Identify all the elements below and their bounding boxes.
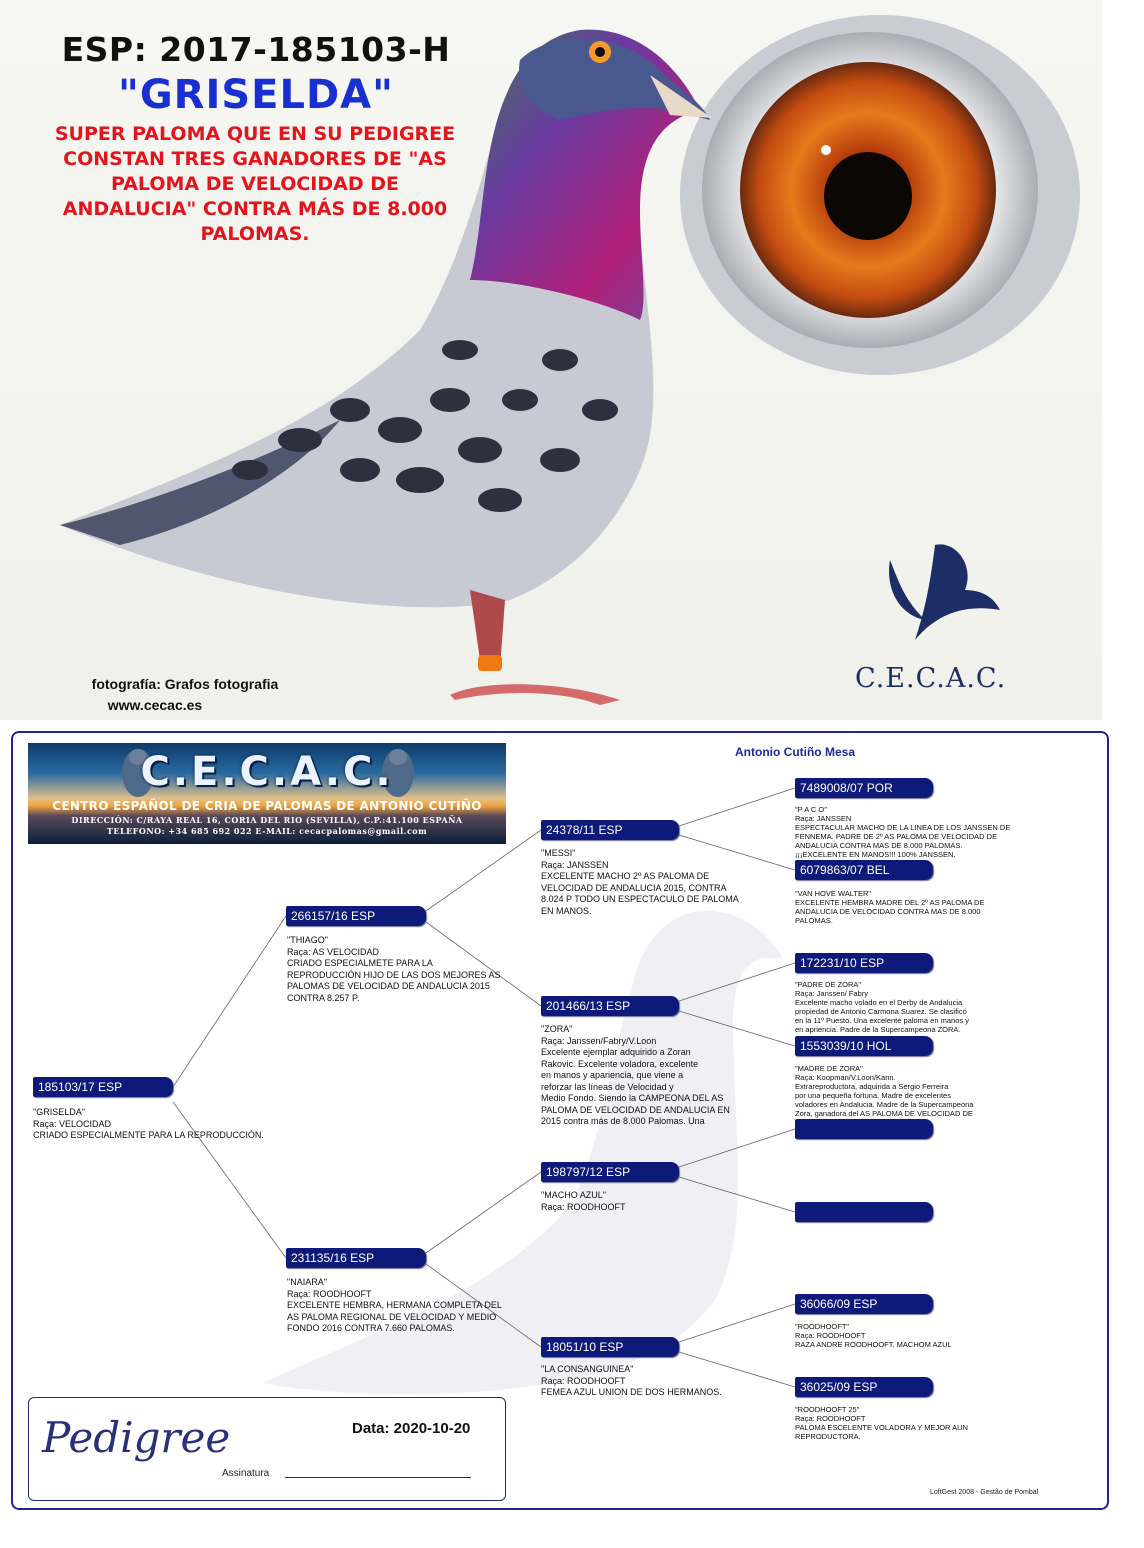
info-sdd-line: Raça: Koopman/V.Loon/Kann. bbox=[795, 1073, 896, 1082]
info-sdd-line: Extrareproductora, adquirida a Sergio Ferreira bbox=[795, 1082, 949, 1091]
info-sss-line: ANDALUCIA CONTRA MAS DE 8.000 PALOMAS. bbox=[795, 841, 963, 850]
info-sdd-line: voladores en Andalucia. Madre de la Supercampeona bbox=[795, 1100, 974, 1109]
owner-name: Antonio Cutiño Mesa bbox=[735, 745, 855, 759]
node-sdd[interactable]: 1553039/10 HOL bbox=[795, 1036, 933, 1056]
info-subject bbox=[33, 1107, 333, 1142]
info-sire-sire bbox=[541, 848, 761, 917]
info-sd-line: Excelente ejemplar adquirido a Zoran bbox=[541, 1047, 691, 1057]
info-dd-line: "LA CONSANGUINEA" bbox=[541, 1364, 634, 1374]
info-dam-dam bbox=[541, 1364, 761, 1399]
node-ssd[interactable]: 6079863/07 BEL bbox=[795, 860, 933, 880]
info-sire-line: CRIADO ESPECIALMETE PARA LA bbox=[287, 958, 433, 968]
node-sire-sire[interactable]: 24378/11 ESP bbox=[541, 820, 679, 840]
poster-pigeon-name: "GRISELDA" bbox=[118, 72, 394, 118]
info-ds-line: Raça: ROODHOOFT bbox=[541, 1201, 626, 1212]
info-ddd-line: PALOMA ESCELENTE VOLADORA Y MEJOR AUN bbox=[795, 1423, 968, 1432]
poster bbox=[0, 0, 1102, 720]
info-sds-line: en apriencia. Padre de la Supercampeona ZORA. bbox=[795, 1025, 961, 1034]
info-sss-line: ESPECTACULAR MACHO DE LA LINEA DE LOS JANSSEN DE bbox=[795, 823, 1011, 832]
node-dsd-empty[interactable] bbox=[795, 1202, 933, 1222]
info-dam bbox=[287, 1277, 527, 1335]
eye-closeup bbox=[680, 15, 1080, 375]
signature-line[interactable] bbox=[285, 1477, 471, 1478]
info-ss-line: VELOCIDAD DE ANDALUCIA 2015, CONTRA bbox=[541, 882, 727, 893]
info-dam-line: "NAIARA" bbox=[287, 1277, 327, 1287]
node-dam-sire[interactable]: 198797/12 ESP bbox=[541, 1162, 679, 1182]
info-sss-line: "P A C O" bbox=[795, 805, 827, 814]
info-sd-line: en manos y apariencia, que viene a bbox=[541, 1070, 684, 1080]
info-sdd-line: por una pequeña fortuna. Madre de excelentes bbox=[795, 1091, 951, 1100]
pedigree-date: Data: 2020-10-20 bbox=[352, 1420, 471, 1437]
info-dd-line: Raça: ROODHOOFT bbox=[541, 1375, 626, 1386]
info-ss-line: EN MANOS. bbox=[541, 905, 592, 916]
banner-full-name: CENTRO ESPAÑOL DE CRIA DE PALOMAS DE ANTONIO CUTIÑO bbox=[52, 799, 482, 813]
info-dam-line: Raça: ROODHOOFT bbox=[287, 1288, 372, 1299]
info-subject-line: CRIADO ESPECIALMENTE PARA LA REPRODUCCIÓN. bbox=[33, 1130, 264, 1140]
info-sd-line: "ZORA" bbox=[541, 1024, 573, 1034]
info-dam-line: FONDO 2016 CONTRA 7.660 PALOMAS. bbox=[287, 1323, 455, 1333]
signature-label: Assinatura bbox=[222, 1468, 270, 1479]
banner-address: DIRECCIÓN: C/RAYA REAL 16, CORIA DEL RIO (SEVILLA), C.P.:41.100 ESPAÑA bbox=[71, 815, 463, 825]
info-dds-line: "ROODHOOFT" bbox=[795, 1322, 850, 1331]
info-sds bbox=[795, 980, 1035, 1034]
node-dss-empty[interactable] bbox=[795, 1119, 933, 1139]
node-ddd[interactable]: 36025/09 ESP bbox=[795, 1377, 933, 1397]
poster-ring-number: ESP: 2017-185103-H bbox=[61, 30, 451, 69]
info-dam-line: EXCELENTE HEMBRA, HERMANA COMPLETA DEL bbox=[287, 1300, 502, 1310]
info-sire-line: "THIAGO" bbox=[287, 935, 328, 945]
info-ddd-line: Raça: ROODHOOFT bbox=[795, 1414, 866, 1423]
info-sss-line: FENNEMA. PADRE DE 2º AS PALOMA DE VELOCIDAD DE bbox=[795, 832, 998, 841]
node-sds[interactable]: 172231/10 ESP bbox=[795, 953, 933, 973]
info-dam-line: AS PALOMA REGIONAL DE VELOCIDAD Y MEDIO bbox=[287, 1311, 497, 1322]
node-dds[interactable]: 36066/09 ESP bbox=[795, 1294, 933, 1314]
info-ss-line: Raça: JANSSEN bbox=[541, 859, 609, 870]
info-sd-line: reforzar las líneas de Velocidad y bbox=[541, 1081, 674, 1092]
node-dam-dam[interactable]: 18051/10 ESP bbox=[541, 1337, 679, 1357]
cecac-logo-icon bbox=[889, 544, 1000, 640]
poster-description: SUPER PALOMA QUE EN SU PEDIGREE CONSTAN TRES GANADORES DE "AS PALOMA DE VELOCIDAD DE ANDALUCIA" CONTRA MÁS DE 8.000 PALOMAS. bbox=[54, 123, 456, 245]
info-sd-line: Raça: Janssen/Fabry/V.Loon bbox=[541, 1035, 657, 1046]
info-sire-line: PALOMAS DE VELOCIDAD DE ANDALUCIA 2015 bbox=[287, 981, 490, 991]
info-ddd-line: REPRODUCTORA. bbox=[795, 1432, 861, 1441]
banner-contact: TELEFONO: +34 685 692 022 E-MAIL: cecacpalomas@gmail.com bbox=[106, 826, 428, 836]
info-ss-line: EXCELENTE MACHO 2º AS PALOMA DE bbox=[541, 871, 710, 881]
info-sdd bbox=[795, 1064, 1035, 1118]
info-ssd bbox=[795, 889, 1035, 925]
banner-title: C.E.C.A.C. bbox=[140, 749, 394, 795]
info-sss bbox=[795, 805, 1035, 859]
poster-photo-credit: fotografía: Grafos fotografia bbox=[91, 676, 279, 692]
info-sdd-line: Zora, ganadora del AS PALOMA DE VELOCIDAD DE bbox=[795, 1109, 973, 1118]
info-ss-line: 8.024 P TODO UN ESPECTACULO DE PALOMA bbox=[541, 894, 739, 904]
info-sire-line: CONTRA 8.257 P. bbox=[287, 992, 360, 1003]
poster-logo-text: C.E.C.A.C. bbox=[855, 663, 1007, 694]
info-sds-line: propiedad de Antonio Carmona Suarez. Se clasificó bbox=[795, 1007, 967, 1016]
info-sire-line: REPRODUCCIÓN HIJO DE LAS DOS MEJORES AS bbox=[287, 969, 501, 980]
pedigree-script-title: Pedigree bbox=[42, 1413, 231, 1462]
info-sss-line: ¡¡¡EXCELENTE EN MANOS!!! 100% JANSSEN. bbox=[795, 850, 956, 859]
cecac-banner bbox=[28, 743, 506, 844]
info-sire bbox=[287, 935, 527, 1004]
info-sd-line: PALOMA DE VELOCIDAD DE ANDALUCIA EN bbox=[541, 1104, 730, 1115]
info-dd-line: FEMEA AZUL UNION DE DOS HERMANOS. bbox=[541, 1387, 722, 1397]
info-ddd-line: "ROODHOOFT 25" bbox=[795, 1405, 860, 1414]
node-dam[interactable]: 231135/16 ESP bbox=[286, 1248, 426, 1268]
info-sss-line: Raça: JANSSEN bbox=[795, 814, 852, 823]
info-sd-line: 2015 contra más de 8.000 Palomas. Una bbox=[541, 1116, 705, 1126]
info-ssd-line: EXCELENTE HEMBRA MADRE DEL 2º AS PALOMA DE bbox=[795, 898, 985, 907]
info-dds-line: Raça: ROODHOOFT bbox=[795, 1331, 866, 1340]
info-subject-line: Raça: VELOCIDAD bbox=[33, 1118, 112, 1129]
info-sd-line: Medio Fondo. Siendo la CAMPEONA DEL AS bbox=[541, 1093, 724, 1103]
info-dam-sire bbox=[541, 1190, 761, 1213]
software-credit: LoftGest 2008 - Gestão de Pombal bbox=[930, 1489, 1039, 1496]
poster-margin bbox=[1102, 0, 1144, 720]
info-sds-line: "PADRE DE ZORA" bbox=[795, 980, 862, 989]
info-sire-line: Raça: AS VELOCIDAD bbox=[287, 946, 380, 957]
info-dds bbox=[795, 1322, 1035, 1349]
info-sds-line: Raça: Janssen/ Fabry bbox=[795, 989, 868, 998]
info-dds-line: RAZA ANDRE ROODHOOFT. MACHOM AZUL bbox=[795, 1340, 952, 1349]
info-sdd-line: "MADRE DE ZORA" bbox=[795, 1064, 863, 1073]
info-sire-dam bbox=[541, 1024, 761, 1128]
info-ss-line: "MESSI" bbox=[541, 848, 576, 858]
info-sds-line: en la 11º Puesto. Una excelente paloma en manos y bbox=[795, 1016, 969, 1025]
poster-website-link[interactable]: www.cecac.es bbox=[107, 697, 203, 713]
info-ssd-line: ANDALUCIA DE VELOCIDAD CONTRA MAS DE 8.000 bbox=[795, 907, 981, 916]
info-ds-line: "MACHO AZUL" bbox=[541, 1190, 606, 1200]
info-ssd-line: PALOMAS. bbox=[795, 916, 833, 925]
node-sire-dam[interactable]: 201466/13 ESP bbox=[541, 996, 679, 1016]
node-sss[interactable]: 7489008/07 POR bbox=[795, 778, 933, 798]
info-ssd-line: "VAN HOVE WALTER" bbox=[795, 889, 872, 898]
node-subject[interactable]: 185103/17 ESP bbox=[33, 1077, 173, 1097]
info-sd-line: Rakovic. Excelente voladora, excelente bbox=[541, 1058, 699, 1069]
info-ddd bbox=[795, 1405, 1035, 1441]
info-subject-line: "GRISELDA" bbox=[33, 1107, 85, 1117]
node-sire[interactable]: 266157/16 ESP bbox=[286, 906, 426, 926]
info-sds-line: Excelente macho volado en el Derby de Andalucia bbox=[795, 998, 963, 1007]
